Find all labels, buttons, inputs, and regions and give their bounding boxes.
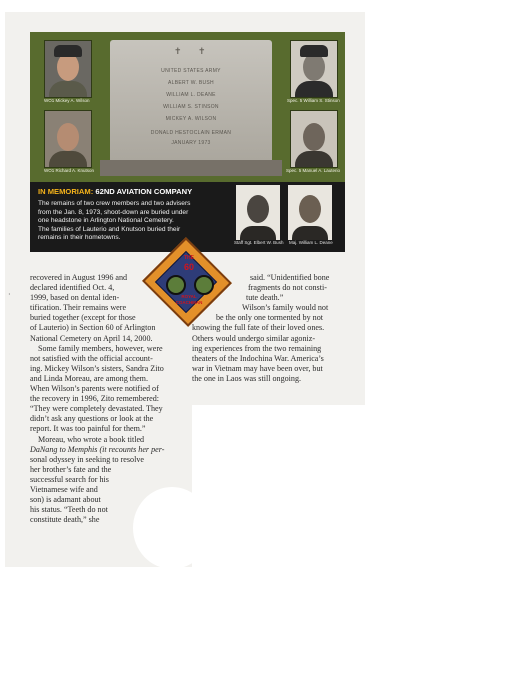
caption-deane: Maj. William L. Deane	[289, 240, 333, 245]
page-cutout	[133, 487, 211, 569]
memorial-line: remains in their hometowns.	[38, 234, 121, 242]
text-line: war in Vietnam may have been over, but	[192, 363, 323, 373]
blank-area	[192, 405, 365, 570]
text-line: tute death.”	[246, 293, 284, 303]
emblem-top: THE	[184, 255, 194, 261]
caption-knutson: WO1 Richard A. Knutson	[44, 168, 95, 173]
portrait-deane	[288, 185, 332, 240]
portrait-wilson	[44, 40, 92, 98]
text-line: didn’t ask any questions or look at the	[30, 414, 154, 424]
caption-bush: Staff Sgt. Elbert W. Bush	[234, 240, 284, 245]
cross-icon: ✝	[198, 46, 206, 56]
memorial-title: 62ND AVIATION COMPANY	[93, 187, 193, 196]
text-line: When Wilson’s parents were notified of	[30, 384, 159, 394]
text-line: tification. Their remains were	[30, 303, 127, 313]
text-line: ing. Mickey Wilson’s sisters, Sandra Zito	[30, 363, 164, 373]
text-line: Some family members, however, were	[38, 343, 163, 353]
caption-lauterio: Spec. 5 Manuel A. Lauterio	[286, 168, 341, 173]
memorial-line: The remains of two crew members and two advisers	[38, 200, 191, 207]
wheel-icon	[194, 275, 214, 295]
memorial-label: IN MEMORIAM:	[38, 187, 94, 196]
text-line: 1999, based on dental iden-	[30, 293, 120, 303]
text-line: Others would undergo similar agoniz-	[192, 333, 316, 343]
text-line: report. It was too painful for them.”	[30, 424, 146, 434]
headstone-line: DONALD HESTOCLAIN ERMAN	[150, 130, 232, 136]
memorial-text	[38, 200, 253, 243]
text-line: be the only one tormented by not	[216, 313, 323, 323]
text-line: said. “Unidentified bone	[250, 273, 330, 282]
portrait-knutson	[44, 110, 92, 168]
headstone-line: JANUARY 1973	[171, 140, 211, 146]
margin-mark: ·	[8, 290, 11, 299]
memorial-heading	[38, 187, 192, 196]
cross-icon: ✝	[174, 46, 182, 56]
headstone-base	[100, 160, 282, 176]
headstone-line: UNITED STATES ARMY	[161, 68, 221, 74]
text-line: Moreau, who wrote a book titled	[38, 434, 145, 444]
text-line: successful search for his	[30, 474, 109, 484]
memorial-line: one headstone in Arlington National Cemetery.	[38, 217, 174, 225]
text-line: recovered in August 1996 and	[30, 273, 128, 282]
headstone-line: WILLIAM S. STINSON	[163, 104, 219, 110]
caption-wilson: WO1 Mickey A. Wilson	[44, 98, 90, 103]
text-line: DaNang to Memphis (it recounts her per-	[30, 444, 165, 454]
text-line: Wilson’s family would not	[242, 303, 329, 313]
headstone-line: WILLIAM L. DEANE	[166, 92, 216, 98]
headstone-line: MICKEY A. WILSON	[165, 116, 217, 122]
portrait-bush	[236, 185, 280, 240]
text-line: constitute death,” she	[30, 515, 100, 525]
text-line: National Cemetery on April 14, 2000.	[30, 333, 153, 343]
text-line: declared identified Oct. 4,	[30, 283, 115, 293]
caption-stinson: Spec. 5 William S. Stinson	[287, 98, 340, 103]
text-line: and Linda Moreau, are among them.	[30, 373, 148, 383]
text-line: the one in Laos was still ongoing.	[192, 373, 302, 383]
portrait-lauterio	[290, 110, 338, 168]
text-line: buried together (except for those	[30, 313, 136, 323]
wheel-icon	[166, 275, 186, 295]
text-line: ing experiences from the two remaining	[192, 343, 322, 353]
headstone-line: ALBERT W. BUSH	[168, 80, 214, 86]
emblem-bottom-2: COACHMAN	[175, 300, 203, 305]
text-line: fragments do not consti-	[248, 283, 327, 293]
text-line: the recovery in 1996, Zito remembered:	[30, 394, 160, 404]
text-line: not satisfied with the official account-	[30, 353, 153, 363]
memorial-line: from the Jan. 8, 1973, shoot-down are buried under	[38, 208, 189, 216]
text-line: knowing the full fate of their loved ones.	[192, 323, 325, 333]
text-line: Vietnamese wife and	[30, 484, 98, 494]
emblem-number: 60	[183, 262, 194, 272]
portrait-stinson	[290, 40, 338, 98]
emblem-bottom-1: ROYAL	[181, 294, 197, 299]
text-line: sonal odyssey in seeking to resolve	[30, 454, 144, 464]
memorial-line: The families of Lauterio and Knutson buried their	[38, 225, 181, 233]
text-line: of Lauterio) in Section 60 of Arlington	[30, 323, 156, 333]
text-line: theaters of the Indochina War. America’s	[192, 353, 324, 363]
text-line: her brother’s fate and the	[30, 464, 112, 474]
unit-emblem	[146, 253, 232, 315]
headstone	[110, 40, 272, 168]
text-line: his status. “Teeth do not	[30, 505, 108, 515]
text-line: son) is adamant about	[30, 495, 101, 505]
text-line: “They were completely devastated. They	[30, 404, 163, 414]
